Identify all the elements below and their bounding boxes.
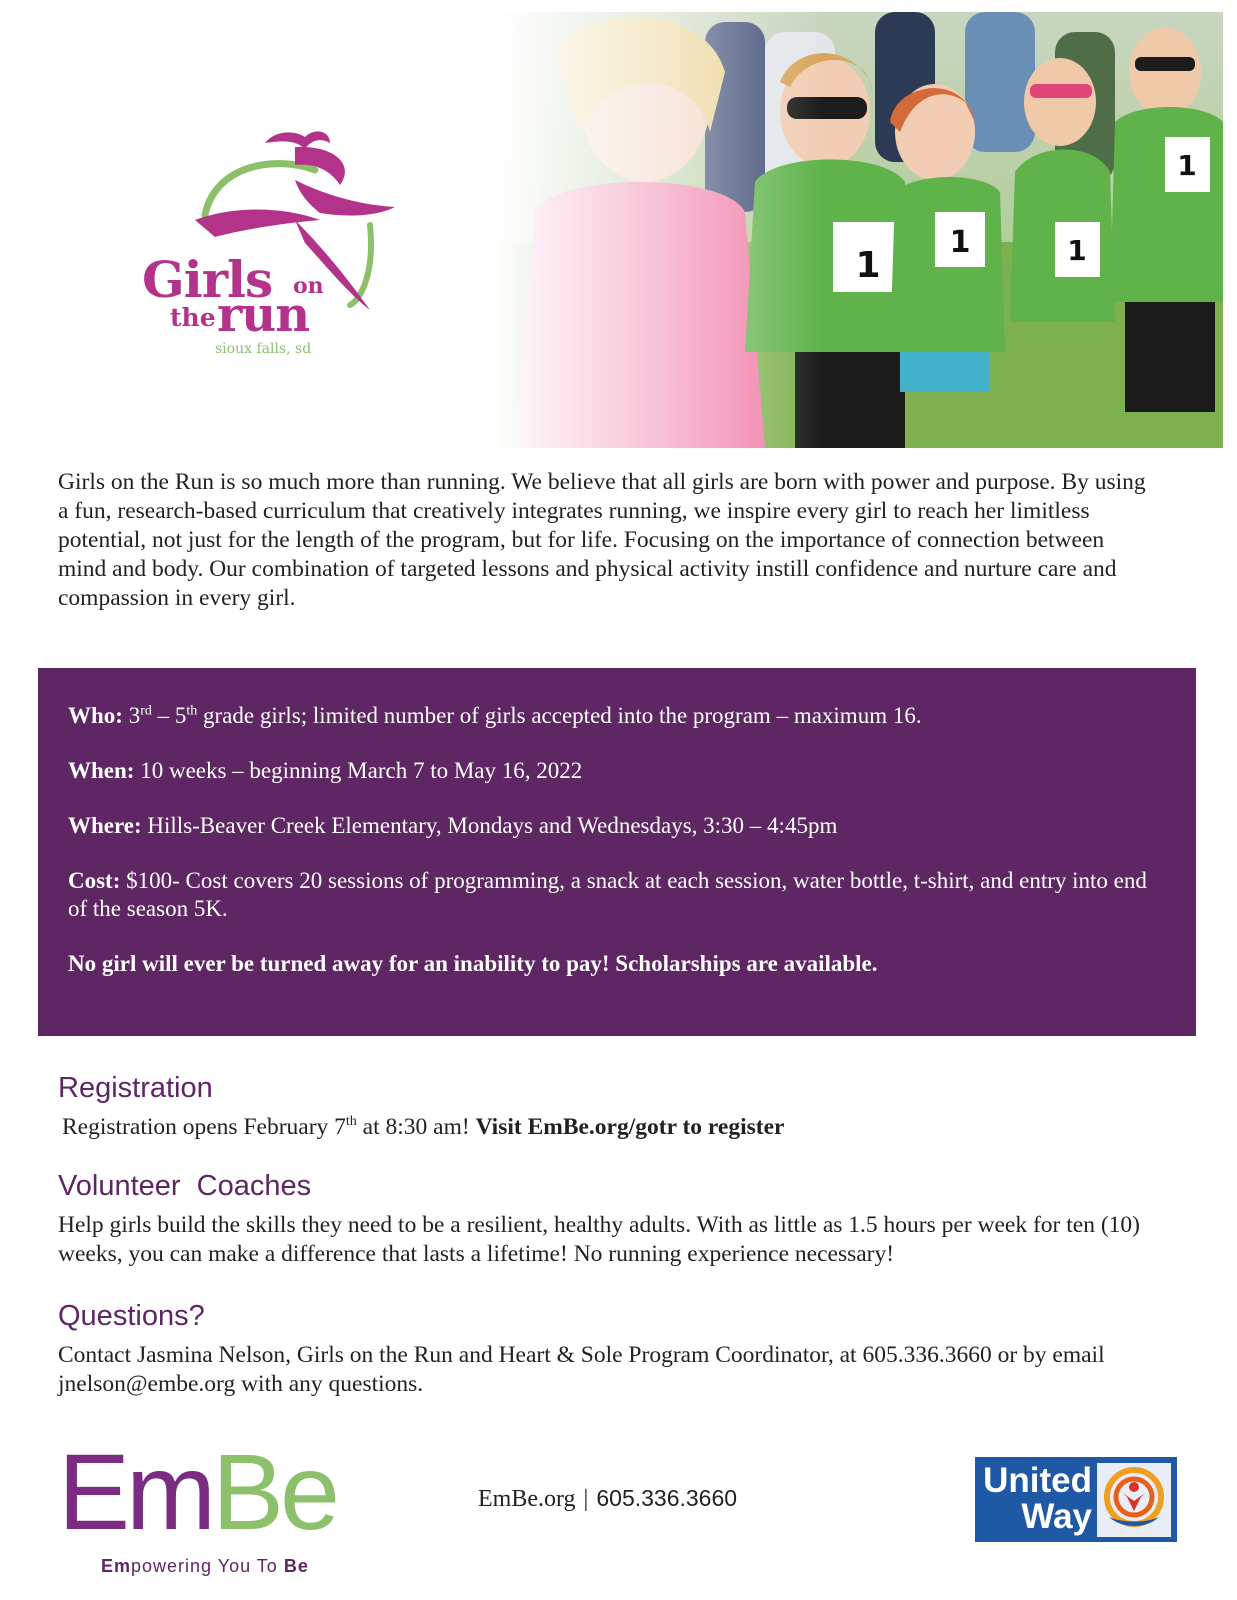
who-grade-start-sup: rd (140, 703, 152, 719)
united-way-line1: United (983, 1461, 1092, 1500)
who-text: grade girls; limited number of girls accepted into the program – maximum 16. (203, 703, 922, 728)
logo-the-text: the (170, 303, 216, 332)
who-grade-end-sup: th (186, 703, 198, 719)
united-way-logo (975, 1457, 1177, 1542)
girls-on-the-run-logo (115, 95, 425, 395)
volunteer-heading: Volunteer Coaches (58, 1170, 312, 1202)
logo-tagline: sioux falls, sd (215, 341, 312, 357)
embe-tagline (101, 1556, 309, 1577)
where-label: Where: (68, 813, 142, 838)
where-text: Hills-Beaver Creek Elementary, Mondays and Wednesdays, 3:30 – 4:45pm (147, 813, 838, 838)
program-details-box (38, 668, 1196, 1036)
intro-paragraph: Girls on the Run is so much more than running. We believe that all girls are born with power and purpose. By using a fun, research-based curriculum that creatively integrates running, we inspire every girl to reach her limitless potential, not just for the length of the program, but for life. Focusing on the importance of connection between mind and body. Our combination of targeted lessons and physical activity instill confidence and nurture care and compassion in every girl. (58, 469, 1146, 611)
embe-wordmark (58, 1431, 337, 1552)
footer-website[interactable]: EmBe.org (478, 1486, 576, 1512)
registration-date: Registration opens February 7 (62, 1114, 346, 1140)
embe-logo (58, 1431, 378, 1583)
volunteer-text: Help girls build the skills they need to be a resilient, healthy adults. With as little as 1.5 hours per week for ten (10) weeks, you can make a difference that lasts a lifetime! No running experience necessary! (58, 1212, 1140, 1267)
logo-on-text: on (293, 273, 324, 299)
when-label: When: (68, 758, 135, 783)
logo-run-text: run (217, 287, 310, 343)
questions-heading: Questions? (58, 1300, 205, 1332)
embe-m: m (126, 1431, 213, 1552)
embe-tag-be: Be (283, 1556, 309, 1576)
cost-line (68, 867, 1166, 923)
who-label: Who: (68, 703, 123, 728)
cost-label: Cost: (68, 868, 121, 893)
embe-be: Be (212, 1431, 337, 1552)
registration-text (62, 1113, 1172, 1142)
footer-separator: | (583, 1486, 589, 1512)
where-line (68, 812, 1166, 840)
scholarship-notice: No girl will ever be turned away for an inability to pay! Scholarships are available. (68, 951, 878, 976)
questions-text: Contact Jasmina Nelson, Girls on the Run and Heart & Sole Program Coordinator, at 605.336.3660 or by email jnelson@embe.org with any questions. (58, 1342, 1105, 1397)
logo-girls-text: Girls (142, 250, 273, 309)
who-grade-start: 3 (128, 703, 141, 728)
united-way-emblem-icon (1097, 1463, 1171, 1537)
registration-link[interactable]: Visit EmBe.org/gotr to register (475, 1114, 785, 1140)
footer-contact (478, 1485, 737, 1513)
runners-photo (495, 12, 1223, 448)
who-line (68, 702, 1166, 730)
registration-heading: Registration (58, 1072, 213, 1104)
registration-time: at 8:30 am! (362, 1114, 470, 1140)
embe-tag-mid: powering You To (131, 1556, 278, 1576)
embe-tag-em: Em (101, 1556, 132, 1576)
united-way-wordmark (982, 1463, 1092, 1535)
when-text: 10 weeks – beginning March 7 to May 16, 2022 (140, 758, 583, 783)
header (0, 0, 1237, 450)
cost-text: $100- Cost covers 20 sessions of programming, a snack at each session, water bottle, t-shirt, and entry into end of the season 5K. (68, 868, 1147, 921)
who-dash: – (157, 703, 170, 728)
united-way-line2: Way (1021, 1497, 1092, 1536)
when-line (68, 757, 1166, 785)
footer-phone[interactable]: 605.336.3660 (596, 1485, 738, 1511)
registration-date-sup: th (345, 1114, 357, 1130)
who-grade-end: 5 (174, 703, 187, 728)
embe-e: E (58, 1431, 127, 1552)
